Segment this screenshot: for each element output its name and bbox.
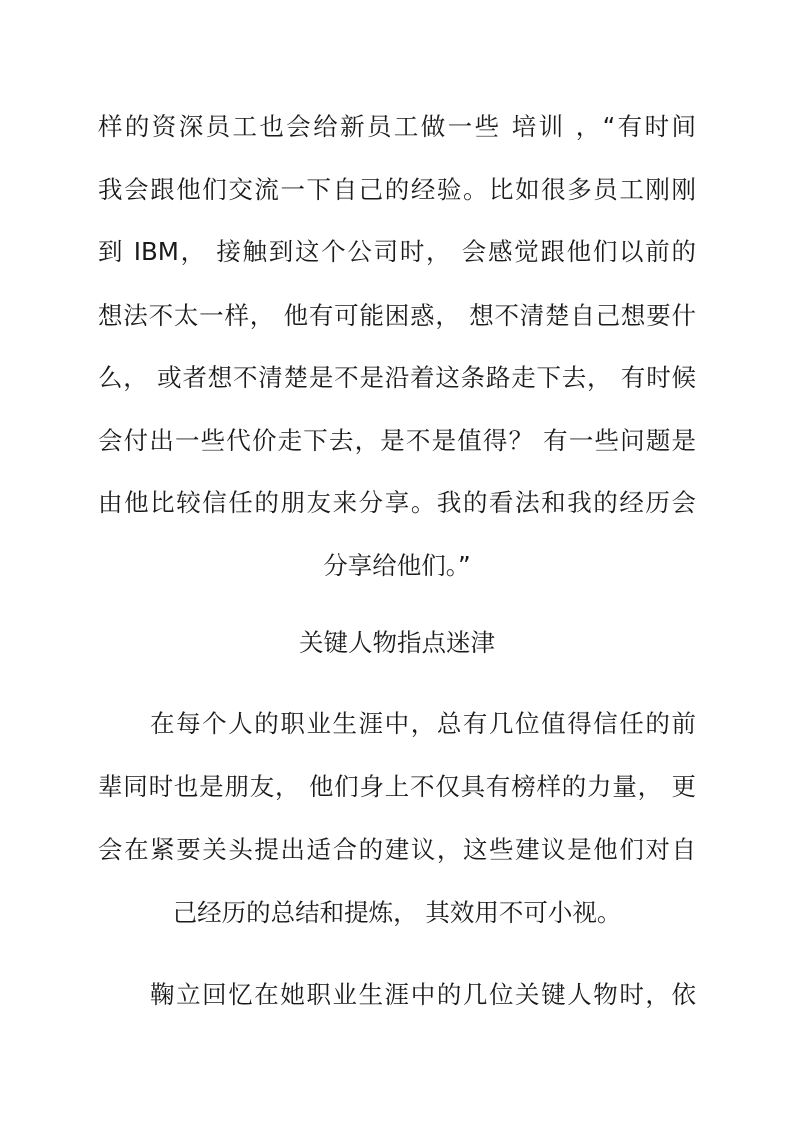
paragraph-2-last-line: 己经历的总结和提炼， 其效用不可小视。 <box>172 898 622 927</box>
paragraph-1-last-line: 分享给他们。” <box>323 551 471 580</box>
paragraph-1-line-5: 么， 或者想不清楚是不是沿着这条路走下去， 有时候 <box>98 363 696 392</box>
paragraph-1-line-7: 由他比较信任的朋友来分享。我的看法和我的经历会 <box>98 488 696 517</box>
paragraph-1-line-3: 到 IBM， 接触到这个公司时， 会感觉跟他们以前的 <box>98 237 696 266</box>
paragraph-3-line-1: 鞠立回忆在她职业生涯中的几位关键人物时，依 <box>150 980 696 1009</box>
paragraph-2-line-1: 在每个人的职业生涯中，总有几位值得信任的前 <box>150 709 696 738</box>
paragraph-2-line-2: 辈同时也是朋友， 他们身上不仅具有榜样的力量， 更 <box>98 772 696 801</box>
paragraph-1-line-1: 样的资深员工也会给新员工做一些 培训 ，“有时间 <box>98 112 696 141</box>
paragraph-2-line-3: 会在紧要关头提出适合的建议，这些建议是他们对自 <box>98 835 696 864</box>
paragraph-1-line-4: 想法不太一样， 他有可能困惑， 想不清楚自己想要什 <box>98 301 696 330</box>
paragraph-1-line-6: 会付出一些代价走下去，是不是值得？ 有一些问题是 <box>98 426 696 455</box>
section-heading: 关键人物指点迷津 <box>299 628 495 657</box>
paragraph-1-line-2: 我会跟他们交流一下自己的经验。比如很多员工刚刚 <box>98 175 696 204</box>
